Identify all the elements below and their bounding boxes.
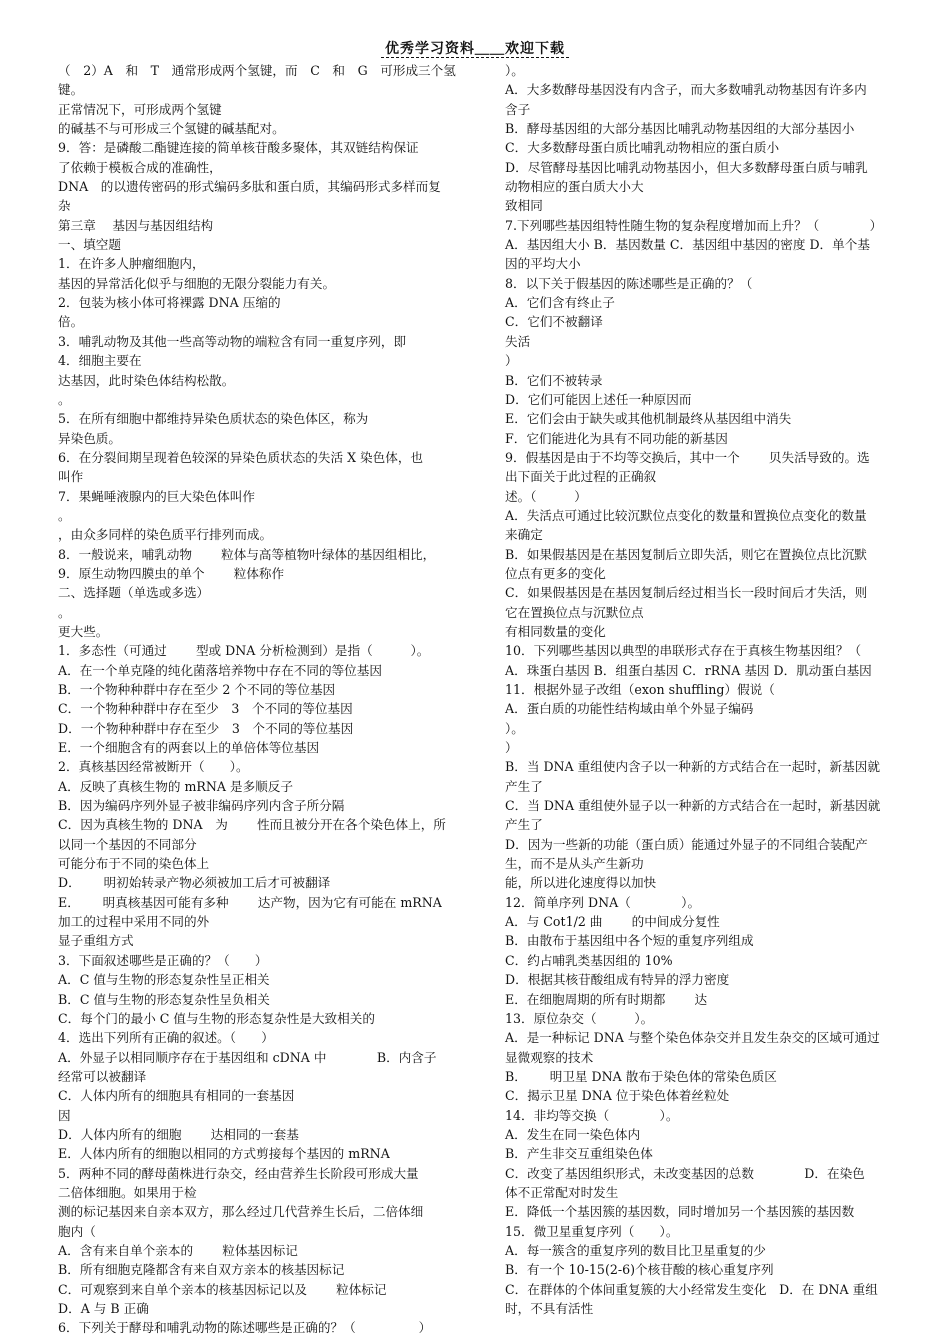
text-line: A．珠蛋白基因 B．组蛋白基因 C．rRNA 基因 D．肌动蛋白基因: [505, 662, 872, 678]
page-header: [0, 38, 950, 58]
text-line: 13．原位杂交（ ）。: [505, 1010, 654, 1026]
text-line: 位点有更多的变化: [505, 565, 606, 581]
text-line: C．人体内所有的细胞具有相同的一套基因: [58, 1088, 295, 1104]
text-line: 动物相应的蛋白质大小大: [505, 179, 644, 195]
text-line: 因: [58, 1107, 71, 1123]
text-line: 失活: [505, 333, 531, 349]
text-line: ）。: [505, 720, 524, 736]
text-line: 3．下面叙述哪些是正确的？（ ）: [58, 952, 268, 968]
text-line: 测的标记基因来自亲本双方，那么经过几代营养生长后，二倍体细: [58, 1204, 424, 1220]
text-line: B．一个物种种群中存在至少 2 个不同的等位基因: [58, 682, 336, 697]
text-line: 加工的过程中采用不同的外: [58, 914, 210, 930]
text-line: B．酵母基因组的大部分基因比哺乳动物基因组的大部分基因小: [505, 121, 855, 137]
text-line: 致相同: [505, 198, 543, 214]
text-line: 叫作: [58, 469, 84, 485]
text-line: 因的平均大小: [505, 256, 581, 272]
text-line: 6．下列关于酵母和哺乳动物的陈述哪些是正确的？（ ）: [58, 1320, 432, 1336]
text-line: E．在细胞周期的所有时期都 达: [505, 991, 708, 1007]
text-line: C．它们不被翻译: [505, 314, 603, 330]
text-line: C．可观察到来自单个亲本的核基因标记以及 粒体标记: [58, 1281, 387, 1297]
text-line: 以同一个基因的不同部分: [58, 836, 197, 852]
text-line: A．是一种标记 DNA 与整个染色体杂交并且发生杂交的区域可通过: [505, 1030, 880, 1046]
text-line: B．由散布于基因组中各个短的重复序列组成: [505, 933, 754, 949]
text-line: 7．果蝇唾液腺内的巨大染色体叫作: [58, 488, 255, 504]
text-line: B．C 值与生物的形态复杂性呈负相关: [58, 991, 270, 1007]
text-line: 的碱基不与可形成三个氢键的碱基配对。: [58, 121, 285, 137]
text-line: A．每一簇含的重复序列的数目比卫星重复的少: [505, 1242, 766, 1258]
right-column: [505, 61, 915, 1318]
text-line: 10．下列哪些基因以典型的串联形式存在于真核生物基因组？（: [505, 643, 862, 659]
text-line: D．人体内所有的细胞 达相同的一套基: [58, 1126, 299, 1142]
text-line: D．根据其核苷酸组成有特异的浮力密度: [505, 972, 730, 988]
text-line: C．约占哺乳类基因组的 10%: [505, 952, 673, 968]
text-line: E．降低一个基因簇的基因数，同时增加另一个基因簇的基因数: [505, 1204, 855, 1220]
text-line: D．尽管酵母基因比哺乳动物基因小，但大多数酵母蛋白质与哺乳: [505, 159, 868, 175]
text-line: 5．两种不同的酵母菌株进行杂交，经由营养生长阶段可形成大量: [58, 1165, 419, 1181]
text-line: D．因为一些新的功能（蛋白质）能通过外显子的不同组合装配产: [505, 836, 868, 852]
text-line: D．它们可能因上述任一种原因而: [505, 391, 692, 407]
text-line: 二倍体细胞。如果用于检: [58, 1184, 197, 1200]
text-line: A．在一个单克隆的纯化菌落培养物中存在不同的等位基因: [58, 662, 382, 678]
text-line: 9．原生动物四膜虫的单个 粒体称作: [58, 565, 285, 581]
text-line: 1．多态性（可通过 型或 DNA 分析检测到）是指（ ）。: [58, 643, 430, 659]
text-line: ）: [505, 740, 518, 756]
text-line: 8．一般说来，哺乳动物 粒体与高等植物叶绿体的基因组相比，: [58, 546, 436, 562]
text-line: 二、选择题（单选或多选）: [58, 585, 210, 601]
text-line: C．在群体的个体间重复簇的大小经常发生变化 D．在 DNA 重组: [505, 1281, 878, 1297]
text-line: 第三章 基因与基因组结构: [58, 217, 214, 233]
text-line: E．一个细胞含有的两套以上的单倍体等位基因: [58, 740, 320, 756]
text-line: A．失活点可通过比较沉默位点变化的数量和置换位点变化的数量: [505, 507, 867, 523]
text-line: D．一个物种种群中存在至少 3 个不同的等位基因: [58, 720, 354, 736]
text-line: 正常情况下，可形成两个氢键: [58, 101, 222, 117]
text-line: 了依赖于模板合成的准确性，: [58, 159, 222, 175]
text-line: 9．答：是磷酸二酯键连接的简单核苷酸多聚体，其双链结构保证: [58, 140, 419, 156]
text-line: B．当 DNA 重组使内含子以一种新的方式结合在一起时，新基因就: [505, 759, 880, 775]
text-line: A．反映了真核生物的 mRNA 是多顺反子: [58, 778, 293, 794]
text-line: 生，而不是从头产生新功: [505, 856, 644, 872]
text-line: 杂: [58, 198, 71, 214]
text-line: 。: [58, 604, 71, 620]
text-line: A．含有来自单个亲本的 粒体基因标记: [58, 1242, 298, 1258]
text-line: 倍。: [58, 314, 84, 330]
text-line: 4．细胞主要在: [58, 353, 142, 369]
text-line: 它在置换位点与沉默位点: [505, 604, 644, 620]
text-line: E．人体内所有的细胞以相同的方式剪接每个基因的 mRNA: [58, 1146, 390, 1162]
text-line: A．大多数酵母基因没有内含子，而大多数哺乳动物基因有许多内: [505, 82, 867, 98]
text-line: C．因为真核生物的 DNA 为 性而且被分开在各个染色体上，所: [58, 817, 446, 833]
text-line: 12．简单序列 DNA（ ）。: [505, 894, 701, 910]
text-line: A．它们含有终止子: [505, 295, 615, 311]
text-line: A．C 值与生物的形态复杂性呈正相关: [58, 972, 270, 988]
text-line: A．外显子以相同顺序存在于基因组和 cDNA 中 B．内含子: [58, 1049, 437, 1065]
text-line: B．如果假基因是在基因复制后立即失活，则它在置换位点比沉默: [505, 546, 867, 562]
text-line: 2．真核基因经常被断开（ ）。: [58, 759, 249, 775]
text-line: C．揭示卫星 DNA 位于染色体着丝粒处: [505, 1088, 730, 1104]
text-line: F．它们能进化为具有不同功能的新基因: [505, 430, 728, 446]
text-line: A．蛋白质的功能性结构域由单个外显子编码: [505, 701, 754, 717]
text-line: C．当 DNA 重组使外显子以一种新的方式结合在一起时，新基因就: [505, 798, 881, 814]
text-line: 1．在许多人肿瘤细胞内，: [58, 256, 205, 272]
text-line: ，由众多同样的染色质平行排列而成。: [58, 527, 273, 543]
text-line: 7.下列哪些基因组特性随生物的复杂程度增加而上升？（ ）: [505, 217, 883, 233]
text-line: 有相同数量的变化: [505, 623, 606, 639]
text-line: 基因的异常活化似乎与细胞的无限分裂能力有关。: [58, 275, 336, 291]
text-line: B．所有细胞克隆都含有来自双方亲本的核基因标记: [58, 1262, 345, 1278]
text-line: 。: [58, 507, 71, 523]
text-line: B．有一个 10-15(2-6)个核苷酸的核心重复序列: [505, 1262, 774, 1278]
text-line: 可能分布于不同的染色体上: [58, 856, 210, 872]
text-line: B．因为编码序列外显子被非编码序列内含子所分隔: [58, 798, 345, 814]
text-line: 产生了: [505, 817, 543, 833]
text-line: C．一个物种种群中存在至少 3 个不同的等位基因: [58, 701, 353, 717]
text-line: 含子: [505, 101, 531, 117]
text-line: 能，所以进化速度得以加快: [505, 875, 657, 891]
text-line: 15．微卫星重复序列（ ）。: [505, 1223, 679, 1239]
text-line: D． 明初始转录产物必须被加工后才可被翻译: [58, 875, 331, 891]
text-line: 异染色质。: [58, 430, 121, 446]
text-line: 体不正常配对时发生: [505, 1184, 619, 1200]
text-line: 达基因，此时染色体结构松散。: [58, 372, 235, 388]
text-line: 4．选出下列所有正确的叙述。（ ）: [58, 1030, 274, 1046]
text-line: 显微观察的技术: [505, 1049, 594, 1065]
text-line: D．A 与 B 正确: [58, 1301, 149, 1316]
text-line: （ 2）A 和 T 通常形成两个氢键，而 C 和 G 可形成三个氢键。: [58, 63, 456, 98]
text-line: 6．在分裂间期呈现着色较深的异染色质状态的失活 X 染色体，也: [58, 449, 424, 465]
left-column: [58, 61, 470, 1338]
text-line: B． 明卫星 DNA 散布于染色体的常染色质区: [505, 1068, 777, 1084]
text-line: A．发生在同一染色体内: [505, 1126, 641, 1142]
text-line: E．它们会由于缺失或其他机制最终从基因组中消失: [505, 411, 792, 427]
text-line: 时，不具有活性: [505, 1301, 594, 1316]
text-line: ）。: [505, 63, 524, 78]
text-line: 一、填空题: [58, 237, 121, 253]
text-line: ）: [505, 353, 518, 369]
text-line: 显子重组方式: [58, 933, 134, 949]
text-line: A．与 Cot1/2 曲 的中间成分复性: [505, 914, 720, 930]
text-line: C．每个门的最小 C 值与生物的形态复杂性是大致相关的: [58, 1010, 375, 1026]
text-line: 来确定: [505, 527, 543, 543]
text-line: 产生了: [505, 778, 543, 794]
text-line: C．改变了基因组织形式，未改变基因的总数 D．在染色: [505, 1165, 865, 1181]
text-line: C．如果假基因是在基因复制后经过相当长一段时间后才失活，则: [505, 585, 868, 601]
text-line: 胞内（: [58, 1223, 96, 1239]
text-line: 14．非均等交换（ ）。: [505, 1107, 679, 1123]
text-line: 8．以下关于假基因的陈述哪些是正确的？（: [505, 275, 753, 291]
text-line: 。: [58, 391, 71, 407]
text-line: 11．根据外显子改组（exon shuffling）假说（: [505, 682, 775, 697]
text-line: 5．在所有细胞中都维持异染色质状态的染色体区，称为: [58, 411, 369, 427]
text-line: A．基因组大小 B．基因数量 C．基因组中基因的密度 D．单个基: [505, 237, 870, 253]
text-line: 2．包装为核小体可将裸露 DNA 压缩的: [58, 295, 281, 311]
text-line: B．产生非交互重组染色体: [505, 1146, 653, 1162]
header-text: 优秀学习资料＿＿欢迎下载: [381, 41, 569, 58]
text-line: 出下面关于此过程的正确叙: [505, 469, 657, 485]
text-line: C．大多数酵母蛋白质比哺乳动物相应的蛋白质小: [505, 140, 780, 156]
text-line: E． 明真核基因可能有多种 达产物，因为它有可能在 mRNA: [58, 894, 442, 910]
text-line: B．它们不被转录: [505, 372, 603, 388]
text-line: 述。（ ）: [505, 488, 587, 504]
text-line: DNA 的以遗传密码的形式编码多肽和蛋白质，其编码形式多样而复: [58, 179, 441, 195]
text-line: 更大些。: [58, 623, 109, 639]
text-line: 3．哺乳动物及其他一些高等动物的端粒含有同一重复序列，即: [58, 333, 407, 349]
text-line: 经常可以被翻译: [58, 1068, 147, 1084]
text-line: 9．假基因是由于不均等交换后，其中一个 贝失活导致的。选: [505, 449, 870, 465]
